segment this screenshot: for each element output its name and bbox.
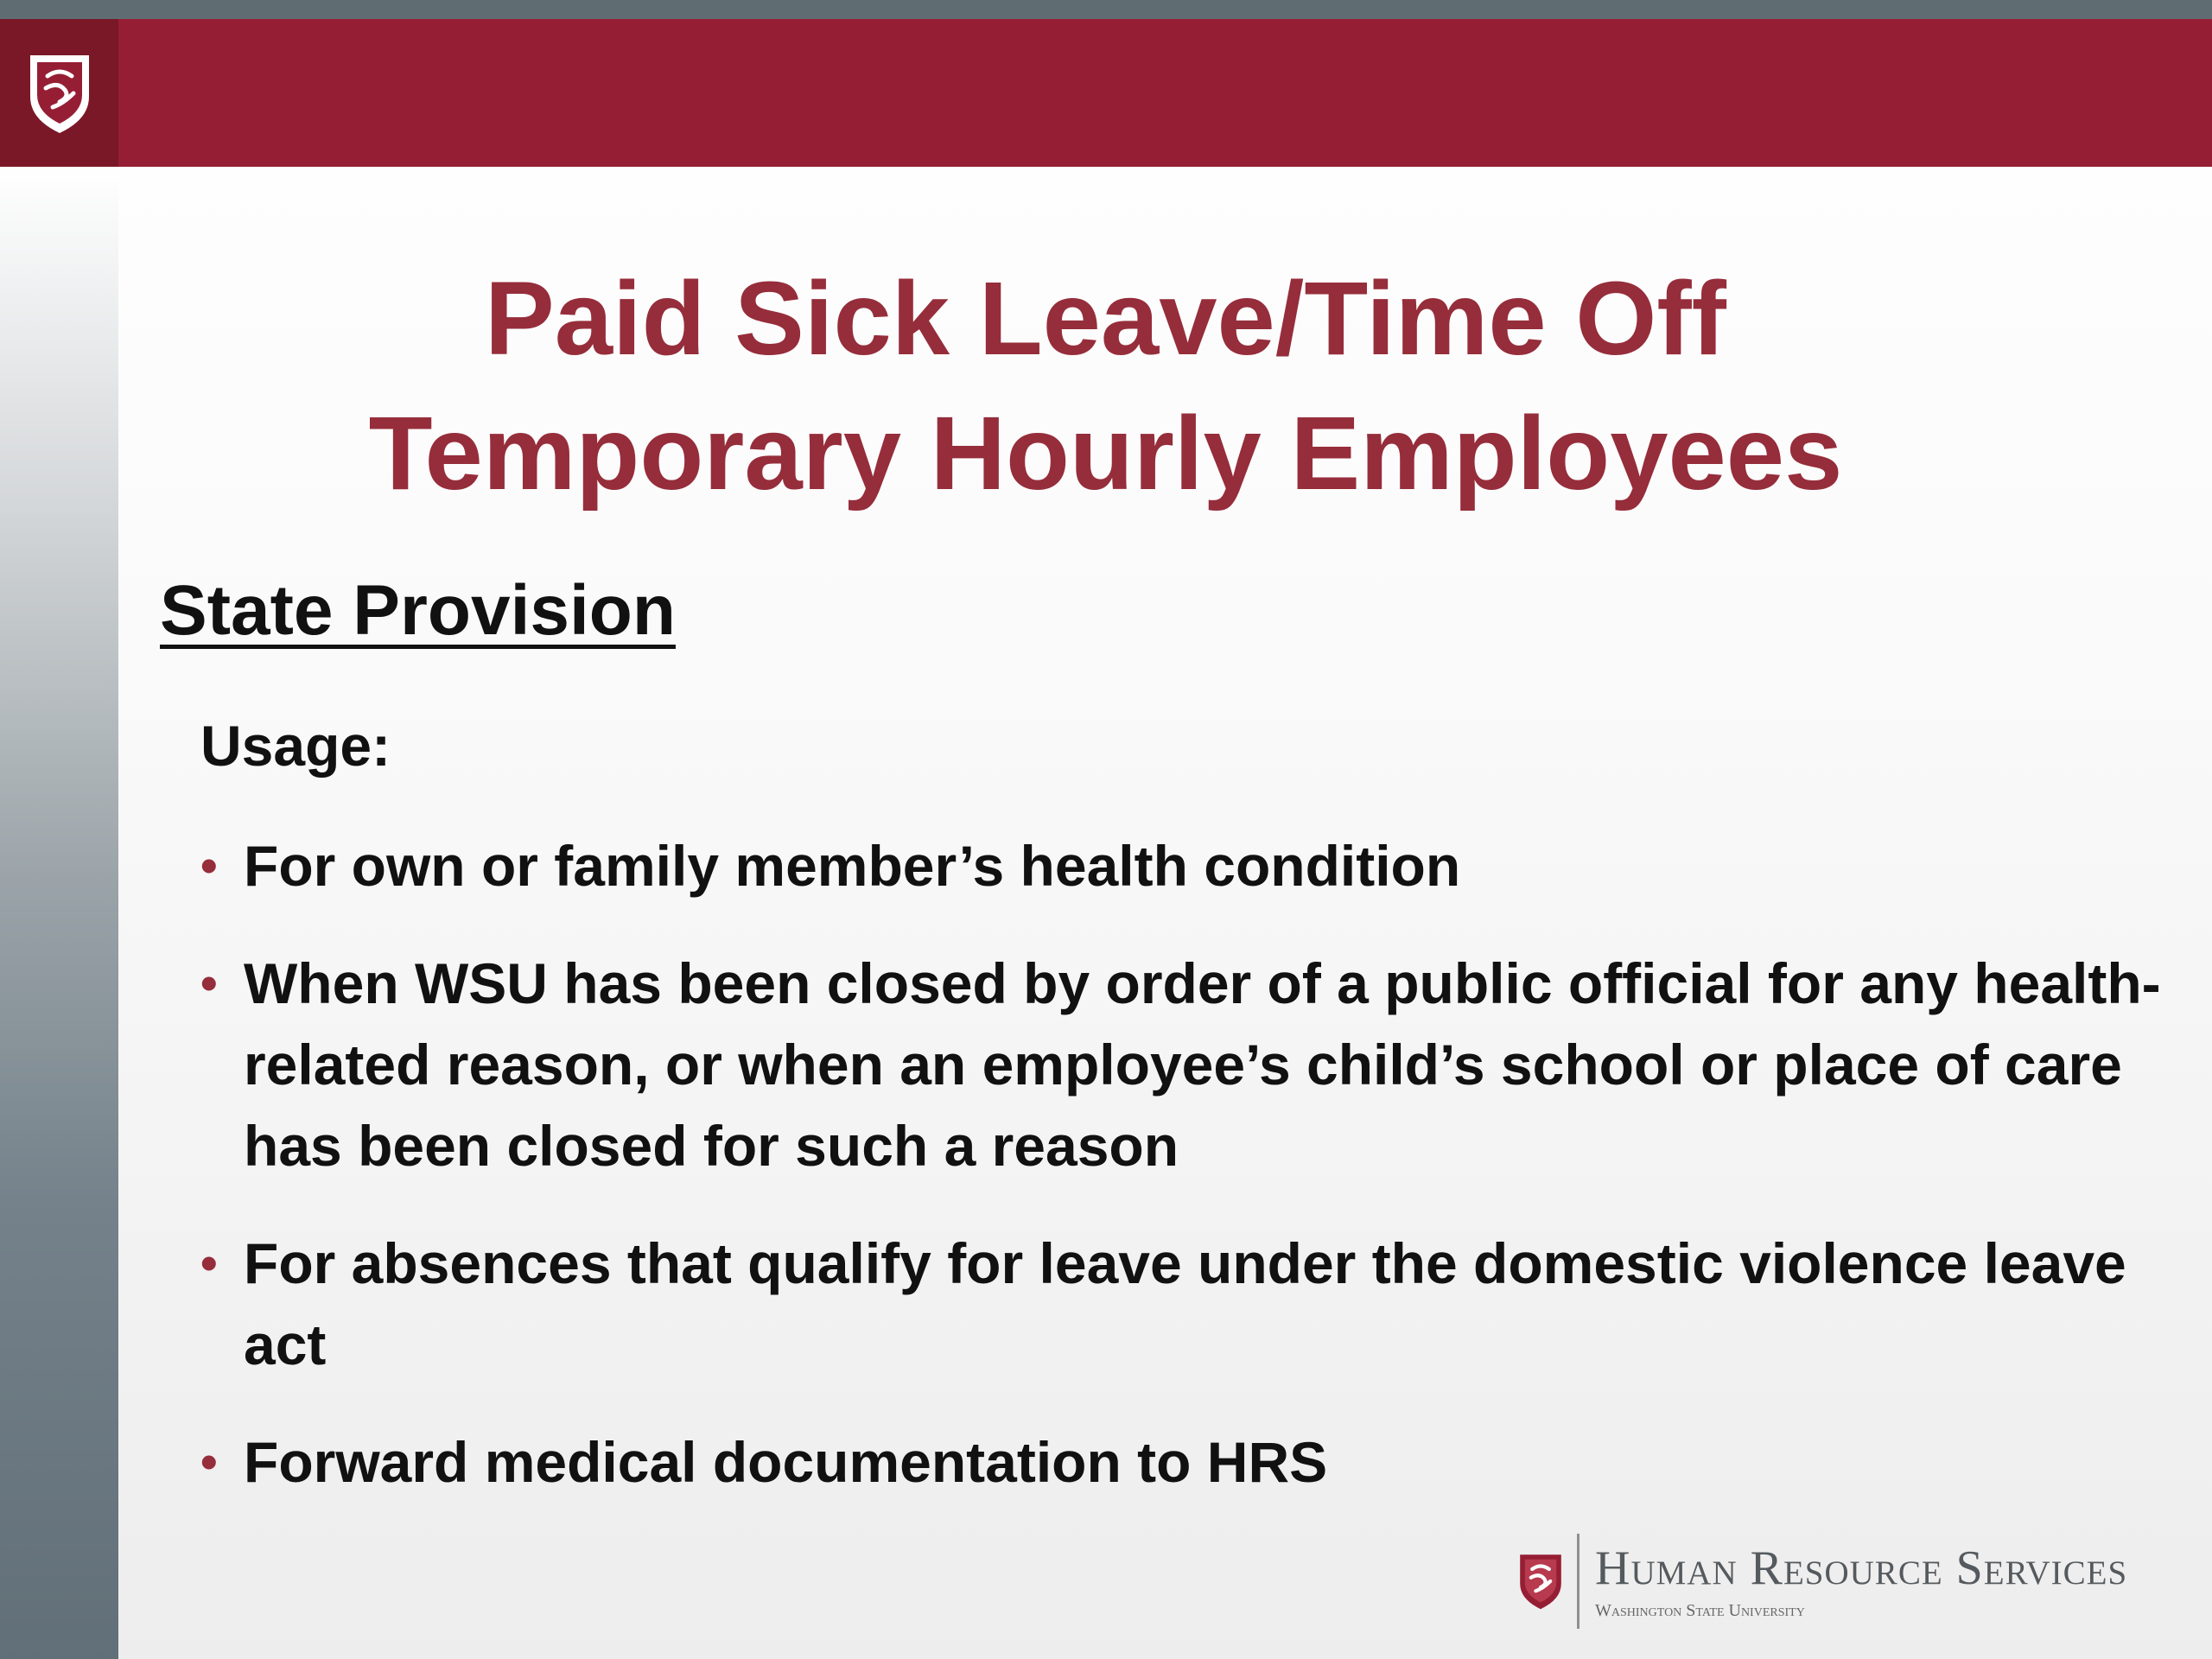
footer-hrs-logo: [1516, 1529, 2127, 1633]
bullet-item: [199, 1223, 2186, 1385]
title-line-2: Temporary Hourly Employees: [368, 394, 1843, 512]
bullet-item: [199, 1421, 2186, 1503]
header-bar: [0, 19, 2212, 167]
footer-department-name: Human Resource Services: [1595, 1541, 2128, 1595]
wsu-shield-icon: [1516, 1551, 1565, 1611]
header-logo-block: [0, 19, 118, 167]
bullet-dot: •: [200, 1236, 218, 1290]
bullet-text: Forward medical documentation to HRS: [244, 1430, 1328, 1494]
bullet-text: For absences that qualify for leave under the domestic violence leave act: [244, 1231, 2126, 1376]
bullet-dot: •: [200, 956, 218, 1010]
bullet-dot: •: [200, 1434, 218, 1489]
usage-label: Usage:: [200, 714, 391, 778]
usage-bullet-list: [199, 825, 2186, 1539]
bullet-dot: •: [200, 838, 218, 893]
section-heading: State Provision: [160, 571, 676, 650]
top-gray-strip: [0, 0, 2212, 19]
footer-university-name: Washington State University: [1595, 1601, 1805, 1620]
footer-divider: [1577, 1534, 1580, 1629]
bullet-text: For own or family member’s health condition: [244, 834, 1461, 898]
left-gradient-rail: [0, 167, 118, 1659]
footer-text: [1595, 1541, 2127, 1622]
bullet-text: When WSU has been closed by order of a public official for any health-related reason, or when an employee’s child’s school or place of care has been closed for such a reason: [244, 951, 2161, 1178]
bullet-item: [199, 825, 2186, 906]
wsu-shield-icon: [25, 50, 94, 137]
title-line-1: Paid Sick Leave/Time Off: [485, 259, 1726, 377]
slide-title: [118, 251, 2093, 520]
bullet-item: [199, 943, 2186, 1186]
